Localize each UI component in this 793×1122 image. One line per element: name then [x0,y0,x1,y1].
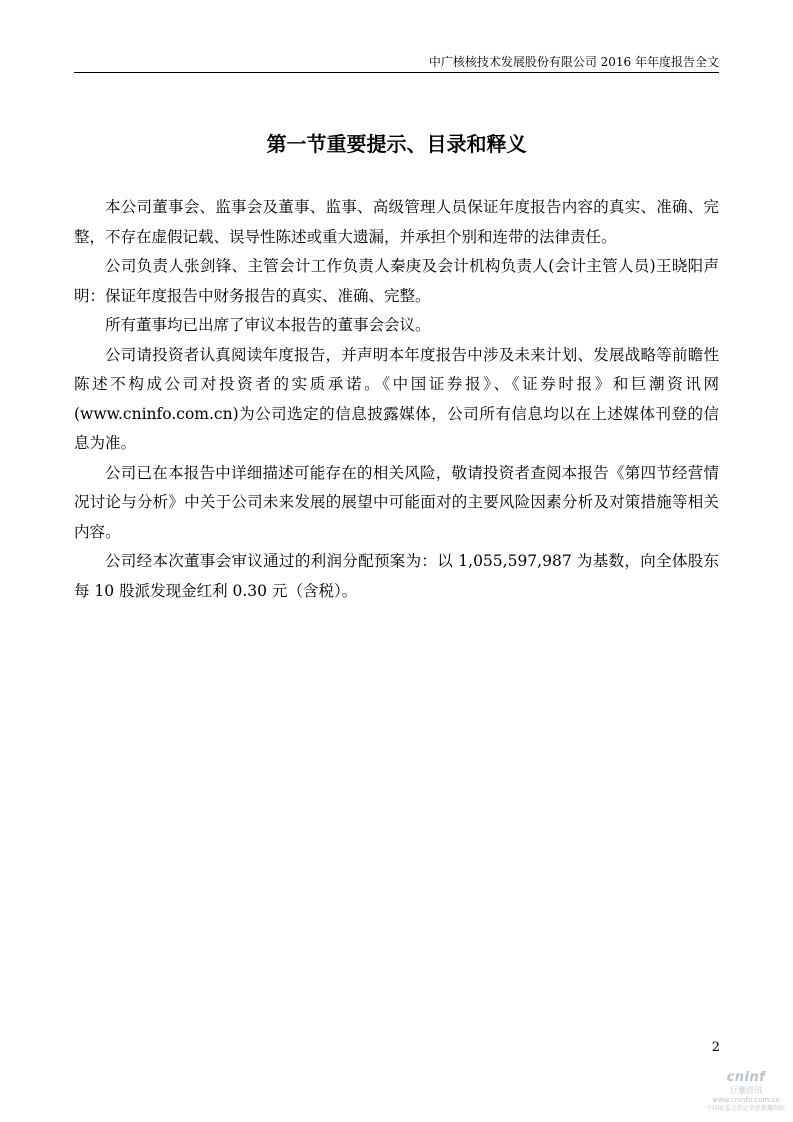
paragraph-responsible-persons: 公司负责人张剑锋、主管会计工作负责人秦庚及会计机构负责人(会计主管人员)王晓阳声明：保证年度报告中财务报告的真实、准确、完整。 [74,257,719,305]
paragraph-profit-distribution: 公司经本次董事会审议通过的利润分配预案为：以 1,055,597,987 为基数，向全体股东每 10 股派发现金红利 0.30 元（含税）。 [74,552,719,600]
cninfo-site: www.cninfo.com.cn [712,1096,780,1104]
cninfo-logo-subtitle: 巨潮资讯 [730,1086,762,1095]
cninfo-org: 中国证监会指定信息披露网站 [706,1105,785,1112]
paragraph-board-guarantee: 本公司董事会、监事会及董事、监事、高级管理人员保证年度报告内容的真实、准确、完整，不存在虚假记载、误导性陈述或重大遗漏，并承担个别和连带的法律责任。 [74,198,719,246]
page-number: 2 [711,1040,720,1055]
cninfo-watermark [702,1070,790,1118]
paragraph-risk-notice: 公司已在本报告中详细描述可能存在的相关风险，敬请投资者查阅本报告《第四节经营情况讨论与分析》中关于公司未来发展的展望中可能面对的主要风险因素分析及对策措施等相关内容。 [74,463,719,541]
paragraph-forward-looking: 公司请投资者认真阅读年度报告，并声明本年度报告中涉及未来计划、发展战略等前瞻性陈述不构成公司对投资者的实质承诺。《中国证券报》、《证券时报》和巨潮资讯网(www.cninfo.com.cn)为公司选定的信息披露媒体，公司所有信息均以在上述媒体刊登的信息为准。 [74,345,719,452]
page-header [74,52,719,73]
cninfo-logo: cninf [726,1070,766,1085]
header-text: 中广核核技术发展股份有限公司 2016 年年度报告全文 [428,55,719,69]
section-title: 第一节重要提示、目录和释义 [266,132,527,156]
body-text [74,193,719,606]
paragraph-directors-attendance: 所有董事均已出席了审议本报告的董事会会议。 [105,316,431,334]
